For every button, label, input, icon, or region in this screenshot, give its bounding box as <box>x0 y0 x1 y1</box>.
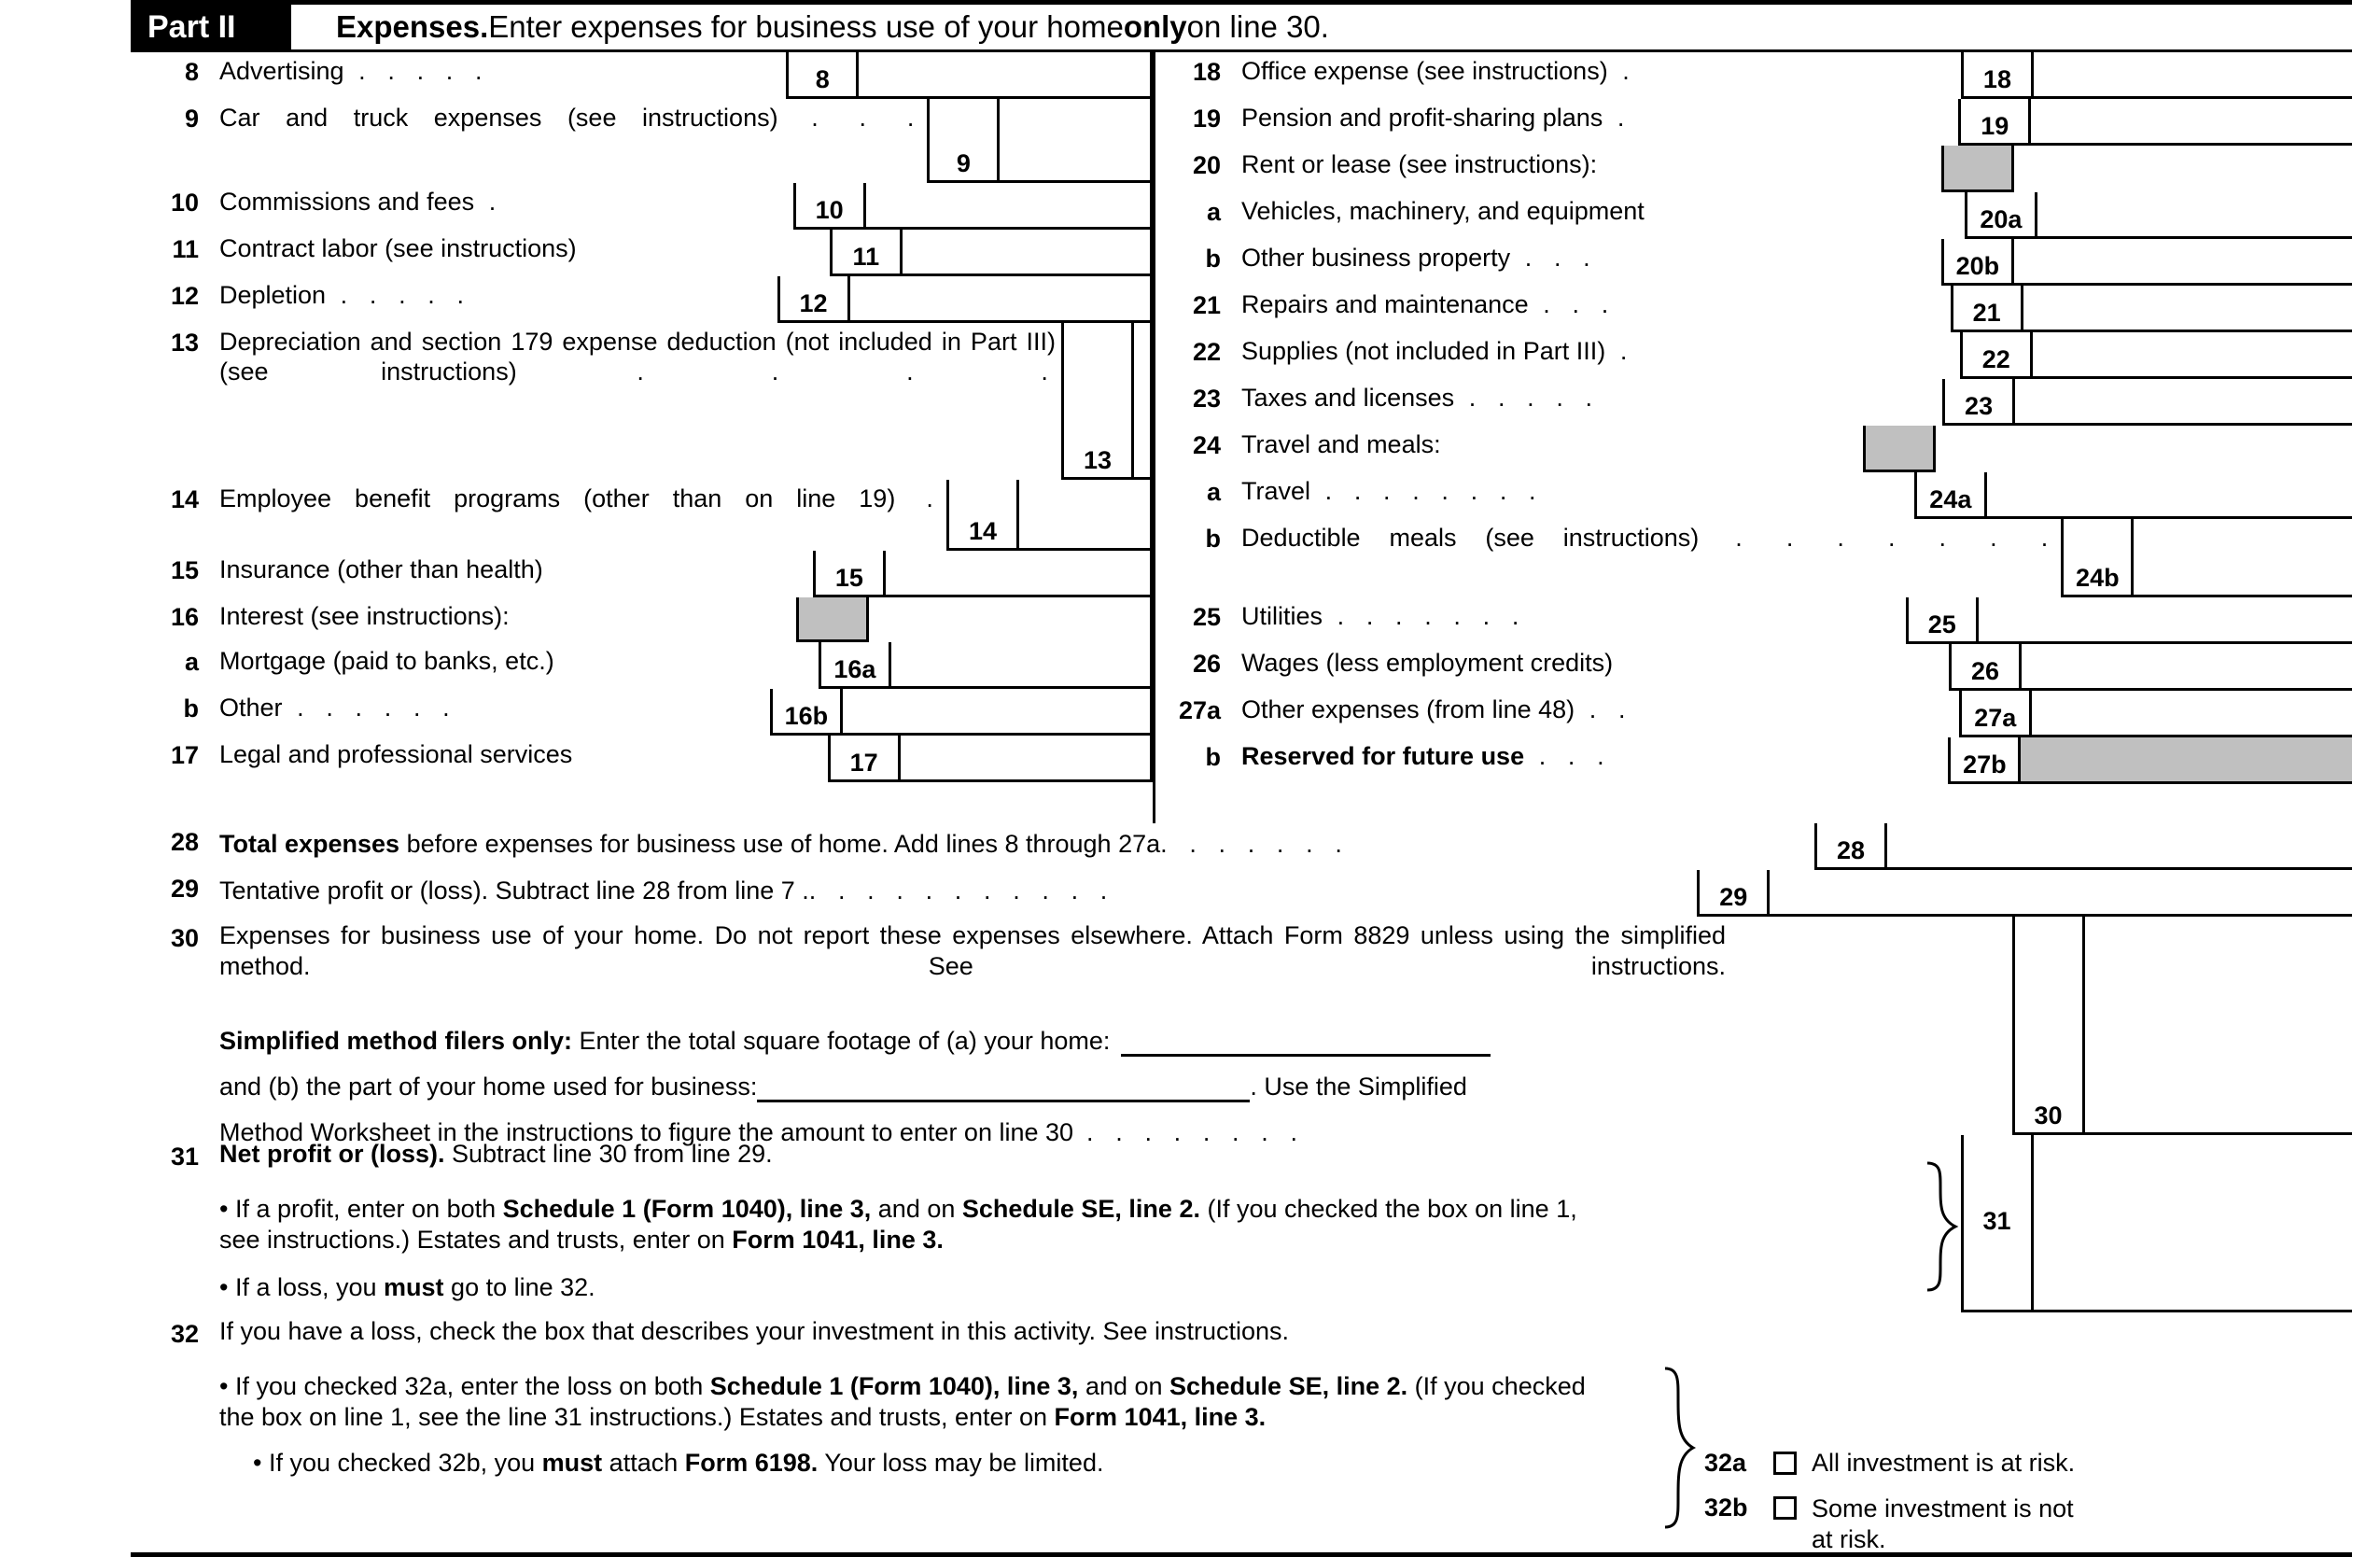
amount-field-24b[interactable] <box>2134 519 2352 597</box>
part-ii-title-rest-1: Enter expenses for business use of your home <box>488 9 1124 44</box>
line-label-text: Travel <box>1241 477 1311 505</box>
expense-row-24 <box>1153 426 2352 472</box>
line-31-lead <box>219 1135 1929 1170</box>
line-label-11 <box>219 230 830 276</box>
expense-row-21 <box>1153 286 2352 332</box>
line-29-row <box>131 870 2352 917</box>
box-number-15: 15 <box>813 551 886 597</box>
leader-dots: . . . . <box>516 357 1057 386</box>
line-label-text: Other <box>219 694 283 722</box>
line-label-text: Advertising <box>219 57 344 85</box>
leader-dots: . . . <box>1528 290 1617 318</box>
box-number-14: 14 <box>946 480 1019 551</box>
line-28-amount-field[interactable] <box>1887 823 2352 870</box>
line-number-10: 10 <box>170 189 199 217</box>
line-label-text: Other business property <box>1241 244 1511 272</box>
expense-row-11 <box>131 230 1153 276</box>
amount-field-16b[interactable] <box>843 689 1153 736</box>
line-31-bullet-2 <box>219 1272 1929 1303</box>
line-label-text: Insurance (other than health) <box>219 555 543 583</box>
line-label-20b <box>1241 239 1941 286</box>
line-label-20 <box>1241 146 1941 192</box>
box-number-13: 13 <box>1061 323 1134 480</box>
line-number-18: 18 <box>1192 58 1221 86</box>
line-30-row <box>131 917 2352 1146</box>
amount-field-23[interactable] <box>2015 379 2352 426</box>
expense-row-20b <box>1153 239 2352 286</box>
line-number-27b: b <box>1205 743 1221 771</box>
box-number-10: 10 <box>793 183 866 230</box>
line-30-amount-field[interactable] <box>2085 917 2353 1135</box>
line-label-24 <box>1241 426 1863 472</box>
line-31-number: 31 <box>170 1143 199 1171</box>
amount-field-14[interactable] <box>1019 480 1153 551</box>
amount-field-24a[interactable] <box>1987 472 2352 519</box>
business-square-footage-field[interactable] <box>757 1075 1250 1102</box>
expense-row-23 <box>1153 379 2352 426</box>
checkbox-32a[interactable] <box>1773 1452 1797 1475</box>
line-29-number: 29 <box>170 875 199 903</box>
amount-field-20a[interactable] <box>2037 192 2352 239</box>
checkbox-32b[interactable] <box>1773 1496 1797 1520</box>
line-32-b1-bold-2b: SE, line 2. <box>1288 1371 1408 1400</box>
box-number-25: 25 <box>1906 597 1979 644</box>
amount-field-20 <box>2014 146 2352 192</box>
line-label-19 <box>1241 99 1958 146</box>
line-label-20a <box>1241 192 1965 239</box>
line-30-paragraph-3-post: . Use the Simplified <box>1250 1072 1467 1101</box>
leader-dots: . . . <box>777 104 922 132</box>
amount-field-17[interactable] <box>901 736 1153 782</box>
line-number-17: 17 <box>170 741 199 769</box>
line-28-row <box>131 823 2352 870</box>
line-number-27a: 27a <box>1178 696 1221 724</box>
line-label-text: Travel and meals: <box>1241 430 1441 458</box>
line-label-10 <box>219 183 793 230</box>
box-number-18: 18 <box>1961 52 2034 99</box>
line-30-number: 30 <box>170 924 199 952</box>
expense-row-27a <box>1153 691 2352 737</box>
line-number-24: 24 <box>1192 431 1221 459</box>
leader-dots: . . . . . <box>1454 384 1601 412</box>
expense-column-right <box>1153 52 2352 784</box>
box-number-21: 21 <box>1951 286 2023 332</box>
amount-field-27b <box>2021 737 2352 784</box>
line-label-text: Car and truck expenses (see instructions) <box>219 104 778 132</box>
line-31-b2-bold: must <box>384 1272 444 1301</box>
box-number-24a: 24a <box>1914 472 1987 519</box>
expense-row-14 <box>131 480 1153 551</box>
line-label-text: Depletion <box>219 281 327 309</box>
line-31-b1-mid: and on <box>871 1194 962 1223</box>
line-label-12 <box>219 276 777 323</box>
line-label-27b <box>1241 737 1948 784</box>
line-29-text: Tentative profit or (loss). Subtract line 28 from line 7 . <box>219 877 809 905</box>
part-ii-title-bold-2: only <box>1123 9 1187 44</box>
line-label-text: Taxes and licenses <box>1241 384 1455 412</box>
amount-field-15[interactable] <box>886 551 1153 597</box>
checkbox-32b-text-line-2: at risk. <box>1812 1524 1886 1553</box>
line-label-text: Commissions and fees <box>219 188 475 216</box>
amount-field-9[interactable] <box>1000 99 1153 183</box>
line-31-bullet-1 <box>219 1194 1610 1255</box>
box-number-11: 11 <box>830 230 903 276</box>
line-30-business-line <box>219 1072 1999 1102</box>
line-label-text: Legal and professional services <box>219 740 573 768</box>
checkbox-row-32a[interactable] <box>1704 1449 2075 1478</box>
amount-field-10[interactable] <box>866 183 1153 230</box>
line-31-lead-rest: Subtract line 30 from line 29. <box>444 1140 773 1168</box>
box-number-27a: 27a <box>1959 691 2032 737</box>
leader-dots: . <box>1603 104 1632 132</box>
line-number-16a: a <box>184 648 199 676</box>
amount-field-21[interactable] <box>2023 286 2352 332</box>
amount-field-26[interactable] <box>2022 644 2352 691</box>
line-30-simplified-line <box>219 1026 1999 1057</box>
checkbox-32a-label: 32a <box>1704 1449 1747 1477</box>
line-31-b1-pre: • If a profit, enter on both <box>219 1194 503 1223</box>
checkbox-32a-text: All investment is at risk. <box>1812 1449 2076 1477</box>
line-32-lead: If you have a loss, check the box that describes your investment in this activity. See instructions. <box>219 1317 1290 1345</box>
line-31-b1-bold-1: Schedule 1 (Form 1040), line 3, <box>502 1194 872 1223</box>
leader-dots: . . . <box>1510 244 1598 272</box>
box-number-8: 8 <box>786 52 859 99</box>
expense-row-24b <box>1153 519 2352 597</box>
line-32-b2-bold-2: Form 6198. <box>684 1448 819 1477</box>
expense-row-19 <box>1153 99 2352 146</box>
box-number-23: 23 <box>1942 379 2015 426</box>
line-number-20b: b <box>1205 245 1221 273</box>
line-32-number: 32 <box>170 1320 199 1348</box>
line-label-24a <box>1241 472 1914 519</box>
line-number-11: 11 <box>172 235 199 263</box>
box-number-27b: 27b <box>1948 737 2021 784</box>
line-32-bullet-1 <box>219 1371 1619 1433</box>
box-number-26: 26 <box>1949 644 2022 691</box>
line-number-25: 25 <box>1192 603 1221 631</box>
line-label-21 <box>1241 286 1951 332</box>
expense-row-20 <box>1153 146 2352 192</box>
line-29-description <box>219 870 1697 917</box>
line-number-15: 15 <box>170 556 199 584</box>
expense-row-24a <box>1153 472 2352 519</box>
box-number-17: 17 <box>828 736 901 782</box>
line-32-b1-mid: and on <box>1078 1371 1170 1400</box>
line-label-text: Supplies (not included in Part III) <box>1241 337 1606 365</box>
expense-row-8 <box>131 52 1153 99</box>
brace-icon-line-32 <box>1661 1367 1699 1530</box>
line-label-text: Utilities <box>1241 602 1323 630</box>
amount-field-8[interactable] <box>859 52 1153 99</box>
line-31-row <box>131 1135 2352 1312</box>
home-square-footage-field[interactable] <box>1121 1030 1491 1057</box>
line-30-description <box>219 917 2012 1146</box>
line-30-paragraph-4: Method Worksheet in the instructions to figure the amount to enter on line 30 <box>219 1117 1074 1146</box>
box-number-20 <box>1941 146 2014 192</box>
expense-row-20a <box>1153 192 2352 239</box>
line-31-b1-bold-2: Schedule SE, line 2. <box>961 1194 1200 1223</box>
amount-field-16 <box>869 597 1153 642</box>
line-label-23 <box>1241 379 1942 426</box>
line-label-text: Office expense (see instructions) <box>1241 57 1608 85</box>
leader-dots: . . . . . . . <box>1699 524 2056 552</box>
line-number-14: 14 <box>170 485 199 513</box>
part-ii-title-rest-2: on line 30. <box>1186 9 1329 44</box>
leader-dots: . . . . . <box>343 57 490 85</box>
amount-field-25[interactable] <box>1979 597 2352 644</box>
line-28-description <box>219 823 1814 870</box>
line-32-b1-mid-2: (If you checked the box on line 1, see the line 31 instructions.) Estates and trusts, enter on <box>219 1371 1586 1431</box>
line-31-b2-post: go to line 32. <box>443 1272 595 1301</box>
line-label-13 <box>219 323 1061 480</box>
amount-field-22[interactable] <box>2033 332 2352 379</box>
amount-field-24 <box>1936 426 2352 472</box>
line-label-text: Reserved for future use <box>1241 742 1525 770</box>
line-number-9: 9 <box>184 105 199 133</box>
line-28-box-number: 28 <box>1814 823 1887 870</box>
box-number-19: 19 <box>1958 99 2031 146</box>
line-32-b1-bold-1: Schedule 1 (Form 1040), line 3, <box>709 1371 1079 1400</box>
box-number-20b: 20b <box>1941 239 2014 286</box>
line-30-box-number: 30 <box>2012 917 2085 1135</box>
line-label-text: Rent or lease (see instructions): <box>1241 150 1598 178</box>
expense-row-25 <box>1153 597 2352 644</box>
line-31-b1-bold-3: Form 1041, line 3. <box>732 1225 944 1254</box>
amount-field-11[interactable] <box>903 230 1153 276</box>
line-number-24b: b <box>1205 525 1221 553</box>
line-28-dots: . . . . . . . <box>1160 830 1350 858</box>
line-number-20a: a <box>1206 198 1221 226</box>
line-label-text: Mortgage (paid to banks, etc.) <box>219 647 554 675</box>
line-label-text: Vehicles, machinery, and equipment <box>1241 197 1645 225</box>
leader-dots: . <box>1605 337 1635 365</box>
checkbox-32b-text <box>1812 1494 2074 1555</box>
line-label-text: Deductible meals (see instructions) <box>1241 524 1700 552</box>
box-number-16b: 16b <box>770 689 843 736</box>
line-label-text: Employee benefit programs (other than on line 19) <box>219 484 896 512</box>
expense-row-22 <box>1153 332 2352 379</box>
line-29-box-number: 29 <box>1697 870 1770 917</box>
line-32-description <box>219 1312 1699 1552</box>
part-ii-tag: Part II <box>131 5 291 49</box>
line-label-16 <box>219 597 796 642</box>
line-label-text: Other expenses (from line 48) <box>1241 695 1575 723</box>
line-label-text: Pension and profit-sharing plans <box>1241 104 1603 132</box>
line-label-18 <box>1241 52 1961 99</box>
leader-dots: . . . . . . . . <box>1310 477 1544 505</box>
line-label-8 <box>219 52 786 99</box>
amount-field-19[interactable] <box>2031 99 2352 146</box>
line-label-22 <box>1241 332 1960 379</box>
line-32-bullet-2 <box>219 1448 1667 1479</box>
line-number-8: 8 <box>184 58 199 86</box>
checkbox-32b-label: 32b <box>1704 1494 1748 1522</box>
line-number-16: 16 <box>170 603 199 631</box>
line-31-amount-field[interactable] <box>2034 1135 2353 1312</box>
line-label-9 <box>219 99 927 183</box>
part-ii-title <box>291 5 1329 49</box>
column-separator <box>1153 52 1155 823</box>
line-31-b1-mid-2: (If you checked the box on line 1, see instructions.) Estates and trusts, enter on <box>219 1194 1577 1254</box>
expense-row-12 <box>131 276 1153 323</box>
expense-row-15 <box>131 551 1153 597</box>
box-number-16a: 16a <box>819 642 891 689</box>
line-32-b2-mid: attach <box>602 1448 685 1477</box>
expense-row-26 <box>1153 644 2352 691</box>
line-32-b2-bold: must <box>541 1448 603 1477</box>
line-28-bold: Total expenses <box>219 830 400 858</box>
box-number-22: 22 <box>1960 332 2033 379</box>
leader-dots: . . . . . . <box>282 694 457 722</box>
line-31-description <box>219 1135 1961 1312</box>
line-label-24b <box>1241 519 2061 597</box>
line-label-17 <box>219 736 828 782</box>
expense-row-9 <box>131 99 1153 183</box>
amount-field-16a[interactable] <box>891 642 1153 689</box>
line-32-b1-bold-3: Form 1041, line 3. <box>1054 1402 1267 1431</box>
expense-row-16b <box>131 689 1153 736</box>
line-31-lead-bold: Net profit or (loss). <box>219 1140 445 1168</box>
line-31-box-number: 31 <box>1961 1135 2034 1312</box>
amount-field-12[interactable] <box>850 276 1153 323</box>
leader-dots: . <box>1607 57 1637 85</box>
expense-row-18 <box>1153 52 2352 99</box>
line-number-21: 21 <box>1192 291 1221 319</box>
leader-dots: . . <box>1575 695 1633 723</box>
line-label-15 <box>219 551 813 597</box>
line-number-13: 13 <box>170 329 199 357</box>
box-number-16 <box>796 597 869 642</box>
line-32-b1-bold-2: Schedule <box>1169 1371 1282 1400</box>
line-label-text: Contract labor (see instructions) <box>219 234 577 262</box>
part-ii-title-bold: Expenses. <box>336 9 489 44</box>
line-label-16b <box>219 689 770 736</box>
line-32-b2-pre: • If you checked 32b, you <box>253 1448 542 1477</box>
amount-field-18[interactable] <box>2034 52 2352 99</box>
line-number-20: 20 <box>1192 151 1221 179</box>
leader-dots: . . . . . <box>326 281 472 309</box>
line-30-simplified-lead: Simplified method filers only: <box>219 1026 573 1055</box>
expense-row-27b <box>1153 737 2352 784</box>
line-28-number: 28 <box>170 828 199 856</box>
brace-icon-line-31 <box>1924 1161 1961 1292</box>
line-32-b1-pre: • If you checked 32a, enter the loss on both <box>219 1371 710 1400</box>
line-32-b2-post: Your loss may be limited. <box>818 1448 1104 1477</box>
at-risk-checkbox-group <box>1699 1312 2352 1552</box>
line-number-24a: a <box>1206 478 1221 506</box>
expense-row-16a <box>131 642 1153 689</box>
box-number-9: 9 <box>927 99 1000 183</box>
line-number-19: 19 <box>1192 105 1221 133</box>
line-28-text: before expenses for business use of home. Add lines 8 through 27a <box>399 830 1161 858</box>
line-label-16a <box>219 642 819 689</box>
line-label-26 <box>1241 644 1949 691</box>
line-label-text: Wages (less employment credits) <box>1241 649 1614 677</box>
line-31-b2-pre: • If a loss, you <box>219 1272 385 1301</box>
box-number-24 <box>1863 426 1936 472</box>
line-label-14 <box>219 480 946 551</box>
part-ii-header <box>131 0 2352 52</box>
amount-field-20b[interactable] <box>2014 239 2352 286</box>
leader-dots: . . . <box>1524 742 1612 770</box>
line-30-paragraph-3-pre: and (b) the part of your home used for business: <box>219 1072 758 1101</box>
box-number-24b: 24b <box>2061 519 2134 597</box>
line-32-row <box>131 1312 2352 1557</box>
line-29-dots: . . . . . . . . . . . <box>808 877 1115 905</box>
line-number-12: 12 <box>170 282 199 310</box>
box-number-20a: 20a <box>1965 192 2037 239</box>
line-30-paragraph-2: Enter the total square footage of (a) your home: <box>572 1026 1111 1055</box>
line-30-dots: . . . . . . . . <box>1086 1117 1306 1146</box>
amount-field-13[interactable] <box>1134 323 1153 480</box>
expense-row-17 <box>131 736 1153 782</box>
expense-row-10 <box>131 183 1153 230</box>
line-label-25 <box>1241 597 1906 644</box>
line-number-22: 22 <box>1192 338 1221 366</box>
leader-dots: . <box>895 484 942 512</box>
line-label-text: Depreciation and section 179 expense deduction (not included in Part III) (see instructions) <box>219 328 1056 386</box>
expense-row-16 <box>131 597 1153 642</box>
expense-row-13 <box>131 323 1153 480</box>
checkbox-row-32b[interactable] <box>1704 1494 2074 1555</box>
line-label-27a <box>1241 691 1959 737</box>
line-30-paragraph-1: Expenses for business use of your home. Do not report these expenses elsewhere. Attach Form 8829 unless using the simplified method. See instructions. <box>219 921 1726 980</box>
expense-column-left <box>131 52 1153 782</box>
checkbox-32b-text-line-1: Some investment is not <box>1812 1494 2074 1522</box>
leader-dots: . . . . . . . <box>1323 602 1527 630</box>
line-label-text: Repairs and maintenance <box>1241 290 1529 318</box>
line-number-23: 23 <box>1192 385 1221 413</box>
box-number-12: 12 <box>777 276 850 323</box>
leader-dots: . <box>474 188 504 216</box>
line-29-amount-field[interactable] <box>1770 870 2352 917</box>
line-number-26: 26 <box>1192 650 1221 678</box>
line-number-16b: b <box>183 694 199 722</box>
amount-field-27a[interactable] <box>2032 691 2352 737</box>
line-label-text: Interest (see instructions): <box>219 602 510 630</box>
